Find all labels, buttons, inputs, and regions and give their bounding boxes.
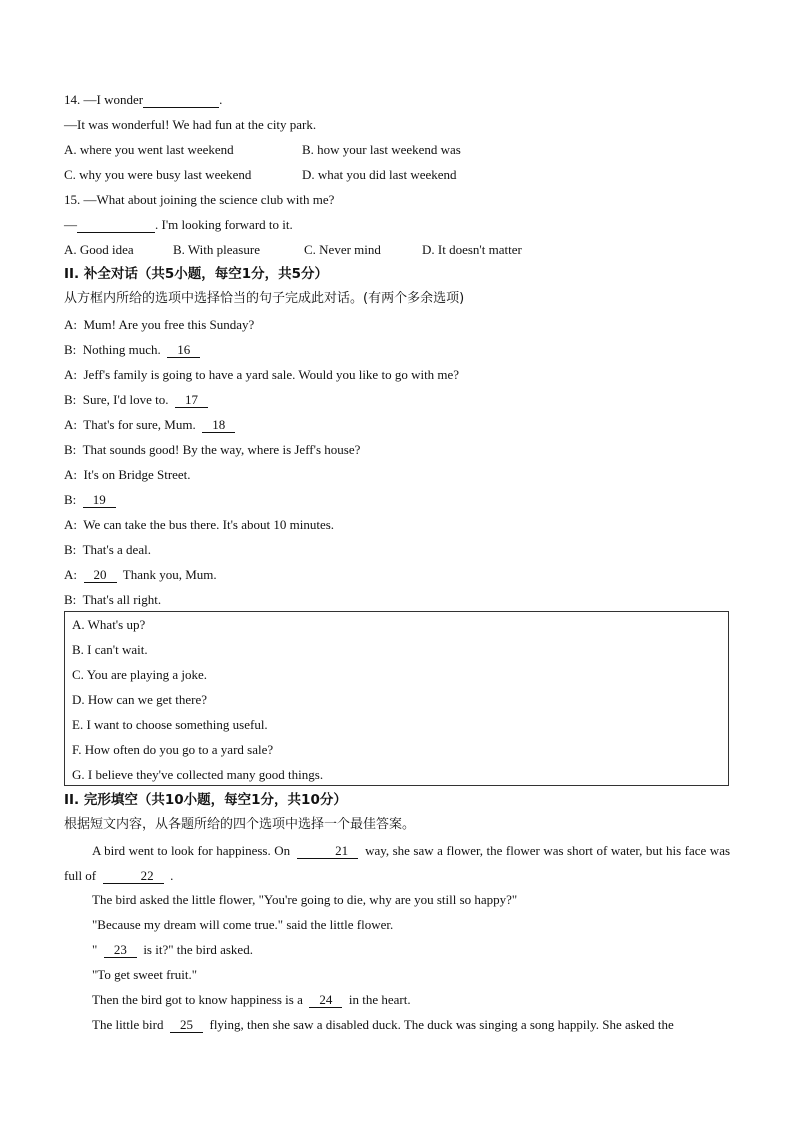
box-option-g[interactable]: G. I believe they've collected many good things. — [72, 767, 324, 782]
speaker-label: B: — [64, 342, 77, 357]
blank-20[interactable]: 20 — [84, 568, 117, 583]
dialogue-text: It's on Bridge Street. — [83, 467, 191, 482]
cloze-text: A bird went to look for happiness. On — [92, 843, 291, 858]
box-option-e[interactable]: E. I want to choose something useful. — [72, 717, 268, 732]
cloze-line-4 — [92, 942, 253, 958]
speaker-label: A: — [64, 367, 77, 382]
q14-stem-end: . — [219, 92, 223, 107]
cloze-text: Then the bird got to know happiness is a — [92, 992, 303, 1007]
cloze-line-7 — [92, 1017, 730, 1033]
dialogue-line-9 — [64, 517, 334, 533]
q14-answer-blank[interactable] — [143, 93, 219, 108]
q15-option-d[interactable]: D. It doesn't matter — [422, 242, 522, 257]
blank-18[interactable]: 18 — [202, 418, 235, 433]
cloze-line-3: "Because my dream will come true." said the little flower. — [92, 917, 394, 932]
speaker-label: B: — [64, 492, 77, 507]
q14-option-c[interactable]: C. why you were busy last weekend — [64, 167, 252, 182]
speaker-label: A: — [64, 317, 77, 332]
dialogue-text: Mum! Are you free this Sunday? — [83, 317, 255, 332]
cloze-text: " — [92, 942, 98, 957]
dialogue-text: Thank you, Mum. — [122, 567, 217, 582]
section2-instruction: 从方框内所给的选项中选择恰当的句子完成此对话。(有两个多余选项) — [64, 291, 465, 306]
blank-22[interactable]: 22 — [103, 869, 164, 884]
speaker-label: B: — [64, 542, 77, 557]
cloze-line-5: "To get sweet fruit." — [92, 967, 198, 982]
dialogue-text: Nothing much. — [82, 342, 161, 357]
cloze-text: way, she saw a flower, the flower was short of water, but his face was full of — [64, 843, 731, 883]
q15-option-a[interactable]: A. Good idea — [64, 242, 134, 257]
q15-reply-start: — — [64, 217, 77, 232]
dialogue-line-11 — [64, 567, 217, 583]
dialogue-line-6 — [64, 442, 360, 458]
dialogue-options-box — [64, 611, 729, 786]
dialogue-line-12 — [64, 592, 161, 608]
box-option-d[interactable]: D. How can we get there? — [72, 692, 207, 707]
q14-reply: —It was wonderful! We had fun at the city park. — [64, 117, 317, 132]
q15-reply-line — [64, 217, 293, 233]
q15-option-c[interactable]: C. Never mind — [304, 242, 381, 257]
blank-21[interactable]: 21 — [297, 844, 358, 859]
blank-25[interactable]: 25 — [170, 1018, 203, 1033]
cloze-text: is it?" the bird asked. — [143, 942, 253, 957]
blank-19[interactable]: 19 — [83, 493, 116, 508]
q15-option-b[interactable]: B. With pleasure — [173, 242, 260, 257]
section3-instruction: 根据短文内容，从各题所给的四个选项中选择一个最佳答案。 — [64, 817, 416, 832]
speaker-label: B: — [64, 442, 77, 457]
section2-heading: II. 补全对话（共5小题，每空1分，共5分） — [64, 266, 329, 282]
cloze-line-6 — [92, 992, 411, 1008]
cloze-line-2: The bird asked the little flower, "You're going to die, why are you still so happy?" — [92, 892, 518, 907]
dialogue-line-1 — [64, 317, 254, 333]
q14-option-a[interactable]: A. where you went last weekend — [64, 142, 234, 157]
q15-stem: 15. —What about joining the science club with me? — [64, 192, 335, 207]
dialogue-line-5 — [64, 417, 235, 433]
blank-24[interactable]: 24 — [309, 993, 342, 1008]
box-option-f[interactable]: F. How often do you go to a yard sale? — [72, 742, 274, 757]
dialogue-text: That's for sure, Mum. — [83, 417, 196, 432]
speaker-label: B: — [64, 392, 77, 407]
box-option-c[interactable]: C. You are playing a joke. — [72, 667, 208, 682]
q14-option-d[interactable]: D. what you did last weekend — [302, 167, 457, 182]
q14-stem-line — [64, 92, 222, 108]
dialogue-line-2 — [64, 342, 200, 358]
dialogue-text: We can take the bus there. It's about 10 minutes. — [83, 517, 335, 532]
speaker-label: A: — [64, 567, 77, 582]
dialogue-text: Sure, I'd love to. — [82, 392, 169, 407]
speaker-label: A: — [64, 517, 77, 532]
box-option-b[interactable]: B. I can't wait. — [72, 642, 148, 657]
speaker-label: A: — [64, 417, 77, 432]
q14-stem: 14. —I wonder — [64, 92, 144, 107]
blank-16[interactable]: 16 — [167, 343, 200, 358]
dialogue-text: That's a deal. — [82, 542, 151, 557]
blank-23[interactable]: 23 — [104, 943, 137, 958]
q15-reply-end: . I'm looking forward to it. — [155, 217, 293, 232]
dialogue-text: That's all right. — [82, 592, 162, 607]
cloze-text: in the heart. — [348, 992, 411, 1007]
section3-heading: II. 完形填空（共10小题，每空1分，共10分） — [64, 792, 347, 808]
speaker-label: A: — [64, 467, 77, 482]
cloze-text: The little bird — [92, 1017, 164, 1032]
speaker-label: B: — [64, 592, 77, 607]
dialogue-text: That sounds good! By the way, where is Jeff's house? — [82, 442, 361, 457]
dialogue-line-4 — [64, 392, 208, 408]
dialogue-line-8 — [64, 492, 116, 508]
cloze-paragraph-1 — [64, 838, 730, 888]
cloze-text: flying, then she saw a disabled duck. The duck was singing a song happily. She asked the — [209, 1017, 674, 1032]
box-option-a[interactable]: A. What's up? — [72, 617, 146, 632]
dialogue-text: Jeff's family is going to have a yard sale. Would you like to go with me? — [83, 367, 460, 382]
dialogue-line-3 — [64, 367, 459, 383]
dialogue-line-10 — [64, 542, 151, 558]
blank-17[interactable]: 17 — [175, 393, 208, 408]
dialogue-line-7 — [64, 467, 191, 483]
q14-option-b[interactable]: B. how your last weekend was — [302, 142, 461, 157]
cloze-text: . — [170, 868, 174, 883]
q15-answer-blank[interactable] — [77, 218, 155, 233]
